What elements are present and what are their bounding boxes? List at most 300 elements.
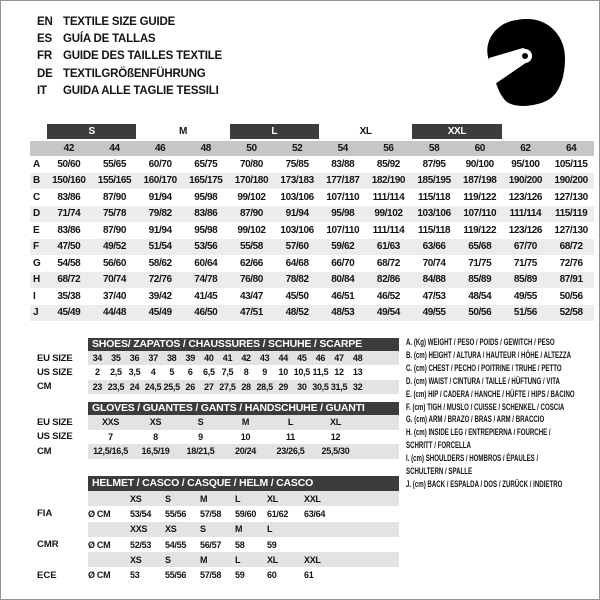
measure-row bbox=[30, 305, 594, 322]
value-cell: 11,5 bbox=[312, 367, 329, 378]
size-value-cell: 115/118 bbox=[417, 224, 451, 236]
legend-line: A. (Kg) WEIGHT / PESO / POIDS / GEWITCH / PESO bbox=[406, 337, 555, 347]
value-cell: 13 bbox=[352, 367, 363, 378]
legend-item bbox=[406, 401, 596, 414]
helmet-size-cell: M bbox=[200, 554, 208, 565]
numeric-size: 56 bbox=[366, 141, 412, 156]
size-value-cell: 85/89 bbox=[457, 272, 503, 289]
value-cell: 4 bbox=[150, 367, 156, 378]
size-value-cell: 41/45 bbox=[194, 290, 218, 302]
value-cell: 6 bbox=[187, 367, 193, 378]
legend-line: H. (cm) INSIDE LEG / ENTREPIERNA / FOURCHE / bbox=[406, 427, 551, 438]
value-cell: 31,5 bbox=[330, 381, 348, 392]
value-cell: 24,5 bbox=[144, 381, 162, 392]
numeric-size: 48 bbox=[183, 141, 229, 156]
value-cell: 5 bbox=[169, 367, 175, 378]
legend-item bbox=[406, 426, 596, 452]
size-value-cell: 48/52 bbox=[274, 305, 320, 322]
size-value-cell: 46/51 bbox=[331, 290, 355, 302]
value-cell: 11 bbox=[286, 431, 295, 442]
size-value-cell: 87/90 bbox=[229, 206, 275, 223]
value-cell: 43 bbox=[259, 353, 270, 364]
size-value-cell: 90/100 bbox=[465, 158, 494, 170]
helmet-value-cell: 63/64 bbox=[304, 508, 326, 519]
size-value-cell: 99/102 bbox=[366, 206, 412, 223]
language-header bbox=[37, 13, 222, 99]
measure-row-label: H bbox=[30, 272, 46, 289]
helmet-size-cell: S bbox=[165, 554, 171, 565]
size-value-cell: 190/200 bbox=[503, 173, 549, 190]
size-group-cell bbox=[320, 124, 411, 141]
helmet-size-cell: XS bbox=[130, 554, 142, 565]
measure-row bbox=[30, 239, 594, 256]
size-value-cell: 62/66 bbox=[239, 257, 263, 269]
language-title: TEXTILGRÖßENFÜHRUNG bbox=[63, 67, 206, 80]
size-value-cell: 103/106 bbox=[280, 224, 314, 236]
helmet-value-row bbox=[88, 537, 399, 552]
helmet-icon bbox=[477, 14, 571, 108]
size-value-cell: 50/56 bbox=[559, 290, 583, 302]
helmet-value-row bbox=[88, 567, 399, 582]
size-group-cell bbox=[46, 124, 137, 141]
size-value-cell: 83/86 bbox=[57, 224, 81, 236]
numeric-size-spacer bbox=[30, 141, 46, 156]
size-value-cell: 58/62 bbox=[148, 257, 172, 269]
size-value-cell: 45/50 bbox=[285, 290, 309, 302]
helmet-size-row bbox=[88, 522, 399, 537]
shoes-row-label: EU SIZE bbox=[37, 352, 73, 364]
size-value-cell: 95/100 bbox=[511, 158, 540, 170]
helmet-value-cell: 59 bbox=[267, 539, 277, 550]
size-value-cell: 72/76 bbox=[137, 272, 183, 289]
language-code: FR bbox=[37, 50, 52, 63]
helmet-size-cell: L bbox=[235, 554, 241, 565]
size-value-cell: 84/88 bbox=[411, 272, 457, 289]
size-value-cell: 76/80 bbox=[229, 272, 275, 289]
helmet-value-cell: 55/56 bbox=[165, 508, 187, 519]
numeric-size: 60 bbox=[457, 141, 503, 156]
size-group-label: XXL bbox=[412, 124, 501, 139]
value-cell: L bbox=[287, 417, 294, 428]
size-value-cell: 64/68 bbox=[285, 257, 309, 269]
value-cell: M bbox=[241, 417, 250, 428]
size-value-cell: 177/187 bbox=[320, 173, 366, 190]
size-value-cell: 71/75 bbox=[513, 257, 537, 269]
value-cell: 45 bbox=[297, 353, 307, 364]
shoes-table bbox=[88, 338, 399, 394]
value-row bbox=[88, 415, 399, 430]
size-value-cell: 51/54 bbox=[137, 239, 183, 256]
measure-row-label: I bbox=[33, 290, 36, 302]
size-value-cell: 61/63 bbox=[366, 239, 412, 256]
helmet-value-cell: 54/55 bbox=[165, 539, 187, 550]
size-group-label: L bbox=[230, 124, 319, 139]
size-value-cell: 75/85 bbox=[285, 158, 309, 170]
size-value-cell: 47/50 bbox=[46, 239, 92, 256]
measure-row bbox=[30, 222, 594, 239]
value-row bbox=[88, 444, 399, 459]
size-value-cell: 87/90 bbox=[102, 224, 126, 236]
measurement-legend bbox=[406, 336, 596, 491]
size-value-cell: 95/98 bbox=[320, 206, 366, 223]
helmet-size-cell: M bbox=[200, 493, 208, 504]
numeric-size: 54 bbox=[320, 141, 366, 156]
size-value-cell: 63/66 bbox=[411, 239, 457, 256]
language-code: IT bbox=[37, 84, 47, 97]
size-value-cell: 74/78 bbox=[183, 272, 229, 289]
value-cell: 29 bbox=[278, 381, 288, 392]
size-value-cell: 115/119 bbox=[548, 206, 594, 223]
size-value-cell: 95/98 bbox=[194, 224, 218, 236]
helmet-value-cell: 60 bbox=[267, 570, 277, 581]
value-cell: 28,5 bbox=[256, 381, 273, 392]
size-value-cell: 68/72 bbox=[46, 272, 92, 289]
language-title: GUIDA ALLE TAGLIE TESSILI bbox=[63, 84, 219, 97]
helmet-standard-label: CMR bbox=[37, 539, 59, 551]
size-value-cell: 91/94 bbox=[274, 206, 320, 223]
legend-item bbox=[406, 478, 596, 491]
size-value-cell: 187/198 bbox=[457, 173, 503, 190]
size-value-cell: 83/86 bbox=[183, 206, 229, 223]
helmet-value-row bbox=[88, 506, 399, 521]
helmet-value-cell: 52/53 bbox=[130, 539, 152, 550]
value-cell: 10 bbox=[278, 367, 288, 378]
size-value-cell: 59/62 bbox=[320, 239, 366, 256]
legend-line: SCHRITT / FORCELLA bbox=[406, 440, 471, 451]
helmet-value-cell: 57/58 bbox=[200, 570, 222, 581]
size-value-cell: 65/75 bbox=[194, 158, 218, 170]
size-value-cell: 127/130 bbox=[554, 191, 588, 203]
helmet-size-cell: S bbox=[165, 493, 171, 504]
measure-row-label: D bbox=[30, 206, 46, 223]
value-cell: 35 bbox=[111, 353, 121, 364]
size-value-cell: 119/122 bbox=[463, 224, 497, 236]
size-value-cell: 46/50 bbox=[183, 305, 229, 322]
value-cell: 23/26,5 bbox=[276, 446, 305, 457]
legend-line: E. (cm) HIP / CADERA / HANCHE / HÜFTE / HIPS / BACINO bbox=[406, 388, 575, 399]
size-value-cell: 123/126 bbox=[508, 224, 543, 236]
size-value-cell: 99/102 bbox=[237, 191, 266, 203]
size-value-cell: 127/130 bbox=[554, 224, 588, 236]
size-value-cell: 48/54 bbox=[468, 290, 492, 302]
legend-line: F. (cm) TIGH / MUSLO / CUISSE / SCHENKEL / COSCIA bbox=[406, 401, 565, 412]
legend-item bbox=[406, 349, 596, 362]
size-value-cell: 185/195 bbox=[411, 173, 457, 190]
numeric-size: 52 bbox=[274, 141, 320, 156]
size-value-cell: 70/80 bbox=[239, 158, 263, 170]
size-value-cell: 49/52 bbox=[92, 239, 138, 256]
size-value-cell: 107/110 bbox=[457, 206, 503, 223]
helmet-size-cell: XS bbox=[130, 493, 142, 504]
diameter-unit-cell: Ø CM bbox=[88, 508, 111, 519]
size-value-cell: 85/89 bbox=[503, 272, 549, 289]
size-value-cell: 91/94 bbox=[148, 191, 172, 203]
value-cell: 23,5 bbox=[107, 381, 125, 392]
legend-item bbox=[406, 375, 596, 388]
helmet-value-cell: 61 bbox=[304, 570, 314, 581]
value-cell: 12,5/16,5 bbox=[93, 446, 128, 457]
value-cell: 34 bbox=[92, 353, 102, 364]
size-value-cell: 35/38 bbox=[57, 290, 81, 302]
helmet-value-cell: 61/62 bbox=[267, 508, 289, 519]
size-value-cell: 115/118 bbox=[417, 191, 451, 203]
size-value-cell: 55/65 bbox=[102, 158, 126, 170]
helmet-size-cell: L bbox=[267, 524, 273, 535]
size-value-cell: 160/170 bbox=[137, 173, 183, 190]
measure-row-label: C bbox=[33, 191, 40, 203]
language-code: EN bbox=[37, 15, 53, 28]
size-value-cell: 83/86 bbox=[57, 191, 81, 203]
value-cell: 25,5 bbox=[163, 381, 180, 392]
language-row bbox=[37, 65, 222, 82]
value-cell: 18/21,5 bbox=[186, 446, 215, 457]
size-group-cell bbox=[229, 124, 320, 141]
size-value-cell: 49/54 bbox=[366, 305, 412, 322]
size-value-cell: 155/165 bbox=[92, 173, 138, 190]
value-cell: S bbox=[197, 417, 204, 428]
value-cell: 12 bbox=[330, 431, 341, 442]
value-cell: 16,5/19 bbox=[141, 446, 170, 457]
size-value-cell: 165/175 bbox=[183, 173, 229, 190]
helmet-value-cell: 55/56 bbox=[165, 570, 187, 581]
size-value-cell: 111/114 bbox=[372, 224, 405, 236]
value-cell: 30 bbox=[297, 381, 307, 392]
size-value-cell: 60/70 bbox=[148, 158, 172, 170]
value-cell: 24 bbox=[129, 381, 140, 392]
size-value-cell: 65/68 bbox=[457, 239, 503, 256]
value-cell: 3,5 bbox=[128, 367, 141, 378]
shoes-row-label: CM bbox=[37, 381, 52, 393]
size-value-cell: 56/60 bbox=[102, 257, 126, 269]
shoes-table-title: SHOES/ ZAPATOS / CHAUSSURES / SCHUHE / SCARPE bbox=[88, 338, 399, 351]
size-value-cell: 37/40 bbox=[102, 290, 126, 302]
size-value-cell: 150/160 bbox=[46, 173, 92, 190]
value-cell: 40 bbox=[204, 353, 214, 364]
helmet-value-cell: 53/54 bbox=[130, 508, 152, 519]
size-value-cell: 111/114 bbox=[503, 206, 549, 223]
helmet-size-cell: M bbox=[235, 524, 243, 535]
size-value-cell: 123/126 bbox=[508, 191, 543, 203]
value-cell: XL bbox=[330, 417, 341, 428]
size-value-cell: 45/49 bbox=[46, 305, 92, 322]
numeric-size: 42 bbox=[46, 141, 92, 156]
measure-row-label: A bbox=[33, 158, 40, 170]
helmet-standard-label: ECE bbox=[37, 570, 57, 582]
numeric-size: 62 bbox=[503, 141, 549, 156]
value-cell: 9 bbox=[262, 367, 267, 378]
helmet-value-cell: 59 bbox=[235, 570, 245, 581]
size-value-cell: 48/53 bbox=[320, 305, 366, 322]
size-value-cell: 80/84 bbox=[320, 272, 366, 289]
language-code: DE bbox=[37, 67, 53, 80]
value-cell: 36 bbox=[129, 353, 140, 364]
measure-row-label: G bbox=[33, 257, 41, 269]
value-cell: 44 bbox=[278, 353, 288, 364]
size-group-label: S bbox=[47, 124, 136, 139]
value-row bbox=[88, 365, 399, 379]
language-row bbox=[37, 13, 222, 30]
textile-size-table-container bbox=[30, 124, 594, 321]
value-cell: XS bbox=[149, 417, 162, 428]
size-value-cell: 44/48 bbox=[92, 305, 138, 322]
diameter-unit-cell: Ø CM bbox=[88, 539, 111, 550]
value-cell: 27,5 bbox=[219, 381, 236, 392]
size-value-cell: 182/190 bbox=[366, 173, 412, 190]
helmet-value-cell: 59/60 bbox=[235, 508, 257, 519]
legend-line: C. (cm) CHEST / PECHO / POITRINE / TRUHE / PETTO bbox=[406, 362, 562, 373]
measure-row bbox=[30, 206, 594, 223]
legend-line: J. (cm) BACK / ESPALDA / DOS / ZURÜCK / INDIETRO bbox=[406, 478, 563, 489]
numeric-size: 46 bbox=[137, 141, 183, 156]
size-value-cell: 71/75 bbox=[468, 257, 492, 269]
size-value-cell: 87/95 bbox=[422, 158, 446, 170]
size-group-label: XL bbox=[359, 126, 372, 137]
size-value-cell: 71/74 bbox=[46, 206, 92, 223]
legend-item bbox=[406, 413, 596, 426]
helmet-size-cell: L bbox=[235, 493, 241, 504]
value-cell: 41 bbox=[222, 353, 233, 364]
value-cell: 32 bbox=[352, 381, 363, 392]
size-value-cell: 190/200 bbox=[548, 173, 594, 190]
diameter-unit-cell: Ø CM bbox=[88, 570, 111, 581]
value-cell: 10,5 bbox=[293, 367, 310, 378]
value-cell: 8 bbox=[153, 431, 158, 442]
measure-row bbox=[30, 272, 594, 289]
language-code: ES bbox=[37, 32, 52, 45]
value-cell: 9 bbox=[198, 431, 203, 442]
helmet-size-row bbox=[88, 491, 399, 506]
size-value-cell: 83/88 bbox=[331, 158, 355, 170]
textile-size-table bbox=[30, 124, 594, 321]
legend-line: I. (cm) SHOULDERS / HOMBROS / ÉPAULES / bbox=[406, 453, 539, 464]
language-title: GUIDE DES TAILLES TEXTILE bbox=[63, 50, 222, 63]
size-value-cell: 107/110 bbox=[326, 224, 360, 236]
helmet-size-cell: S bbox=[200, 524, 206, 535]
numeric-size: 44 bbox=[92, 141, 138, 156]
legend-line: D. (cm) WAIST / CINTURA / TAILLE / HÜFTUNG / VITA bbox=[406, 375, 560, 386]
numeric-size: 64 bbox=[548, 141, 594, 156]
helmet-table-title: HELMET / CASCO / CASQUE / HELM / CASCO bbox=[88, 476, 399, 491]
size-value-cell: 57/60 bbox=[274, 239, 320, 256]
measure-row bbox=[30, 173, 594, 190]
size-group-cell bbox=[411, 124, 502, 141]
helmet-size-cell: XL bbox=[267, 554, 278, 565]
size-value-cell: 67/70 bbox=[503, 239, 549, 256]
legend-item bbox=[406, 452, 596, 478]
legend-line: B. (cm) HEIGHT / ALTURA / HAUTEUR / HÖHE / ALTEZZA bbox=[406, 349, 572, 360]
value-cell: 47 bbox=[334, 353, 344, 364]
size-value-cell: 95/98 bbox=[194, 191, 218, 203]
shoes-row-label: US SIZE bbox=[37, 366, 73, 378]
size-value-cell: 55/58 bbox=[229, 239, 275, 256]
legend-item bbox=[406, 336, 596, 349]
gloves-row-labels bbox=[37, 415, 73, 459]
measure-row bbox=[30, 288, 594, 305]
measure-row bbox=[30, 189, 594, 206]
value-cell: 48 bbox=[352, 353, 363, 364]
value-row bbox=[88, 430, 399, 445]
size-value-cell: 50/56 bbox=[457, 305, 503, 322]
value-cell: 2 bbox=[94, 367, 100, 378]
value-cell: 8 bbox=[243, 367, 249, 378]
value-cell: XXS bbox=[101, 417, 120, 428]
language-row bbox=[37, 82, 222, 99]
value-cell: 28 bbox=[241, 381, 251, 392]
helmet-size-cell: XL bbox=[267, 493, 278, 504]
size-value-cell: 68/72 bbox=[548, 239, 594, 256]
size-value-cell: 66/70 bbox=[331, 257, 355, 269]
value-cell: 39 bbox=[185, 353, 195, 364]
helmet-size-cell: XXL bbox=[304, 493, 321, 504]
value-cell: 46 bbox=[315, 353, 326, 364]
gloves-table bbox=[88, 402, 399, 459]
numeric-size: 58 bbox=[411, 141, 457, 156]
size-value-cell: 52/58 bbox=[548, 305, 594, 322]
measure-row-label: E bbox=[33, 224, 40, 236]
size-value-cell: 68/72 bbox=[376, 257, 400, 269]
helmet-table bbox=[88, 476, 399, 583]
size-value-cell: 82/86 bbox=[366, 272, 412, 289]
language-row bbox=[37, 48, 222, 65]
size-value-cell: 173/183 bbox=[274, 173, 320, 190]
legend-line: SCHULTERN / SPALLE bbox=[406, 466, 473, 477]
size-group-cell bbox=[30, 124, 46, 141]
size-value-cell: 103/106 bbox=[280, 191, 314, 203]
size-value-cell: 70/74 bbox=[92, 272, 138, 289]
value-row bbox=[88, 351, 399, 365]
size-value-cell: 46/52 bbox=[376, 290, 400, 302]
gloves-row-label: EU SIZE bbox=[37, 416, 73, 428]
value-cell: 42 bbox=[241, 353, 251, 364]
value-cell: 25,5/30 bbox=[321, 446, 350, 457]
value-cell: 30,5 bbox=[312, 381, 329, 392]
size-group-cell bbox=[503, 124, 549, 141]
size-value-cell: 78/82 bbox=[274, 272, 320, 289]
value-cell: 20/24 bbox=[234, 446, 257, 457]
value-cell: 23 bbox=[92, 381, 102, 392]
size-value-cell: 72/76 bbox=[559, 257, 583, 269]
helmet-standard-label: FIA bbox=[37, 508, 53, 520]
helmet-value-cell: 56/57 bbox=[200, 539, 222, 550]
measure-row bbox=[30, 255, 594, 272]
gloves-row-label: CM bbox=[37, 445, 52, 457]
size-group-label: M bbox=[179, 126, 187, 137]
numeric-size: 50 bbox=[229, 141, 275, 156]
measure-row-label: F bbox=[30, 239, 46, 256]
value-cell: 37 bbox=[148, 353, 158, 364]
measure-row-label: J bbox=[30, 305, 46, 322]
size-value-cell: 85/92 bbox=[376, 158, 400, 170]
helmet-size-cell: XXS bbox=[130, 524, 148, 535]
size-value-cell: 49/55 bbox=[513, 290, 537, 302]
size-group-cell bbox=[137, 124, 228, 141]
legend-item bbox=[406, 388, 596, 401]
gloves-row-label: US SIZE bbox=[37, 431, 73, 443]
helmet-size-row bbox=[88, 552, 399, 567]
value-cell: 7 bbox=[108, 431, 113, 442]
helmet-value-cell: 53 bbox=[130, 570, 140, 581]
size-value-cell: 47/53 bbox=[422, 290, 446, 302]
helmet-value-cell: 58 bbox=[235, 539, 245, 550]
language-title: GUÍA DE TALLAS bbox=[63, 32, 156, 45]
value-cell: 2,5 bbox=[110, 367, 122, 378]
size-value-cell: 105/115 bbox=[554, 158, 588, 170]
value-cell: 6,5 bbox=[203, 367, 215, 378]
size-value-cell: 39/42 bbox=[148, 290, 172, 302]
value-cell: 10 bbox=[240, 431, 251, 442]
size-value-cell: 43/47 bbox=[239, 290, 263, 302]
size-value-cell: 49/55 bbox=[411, 305, 457, 322]
